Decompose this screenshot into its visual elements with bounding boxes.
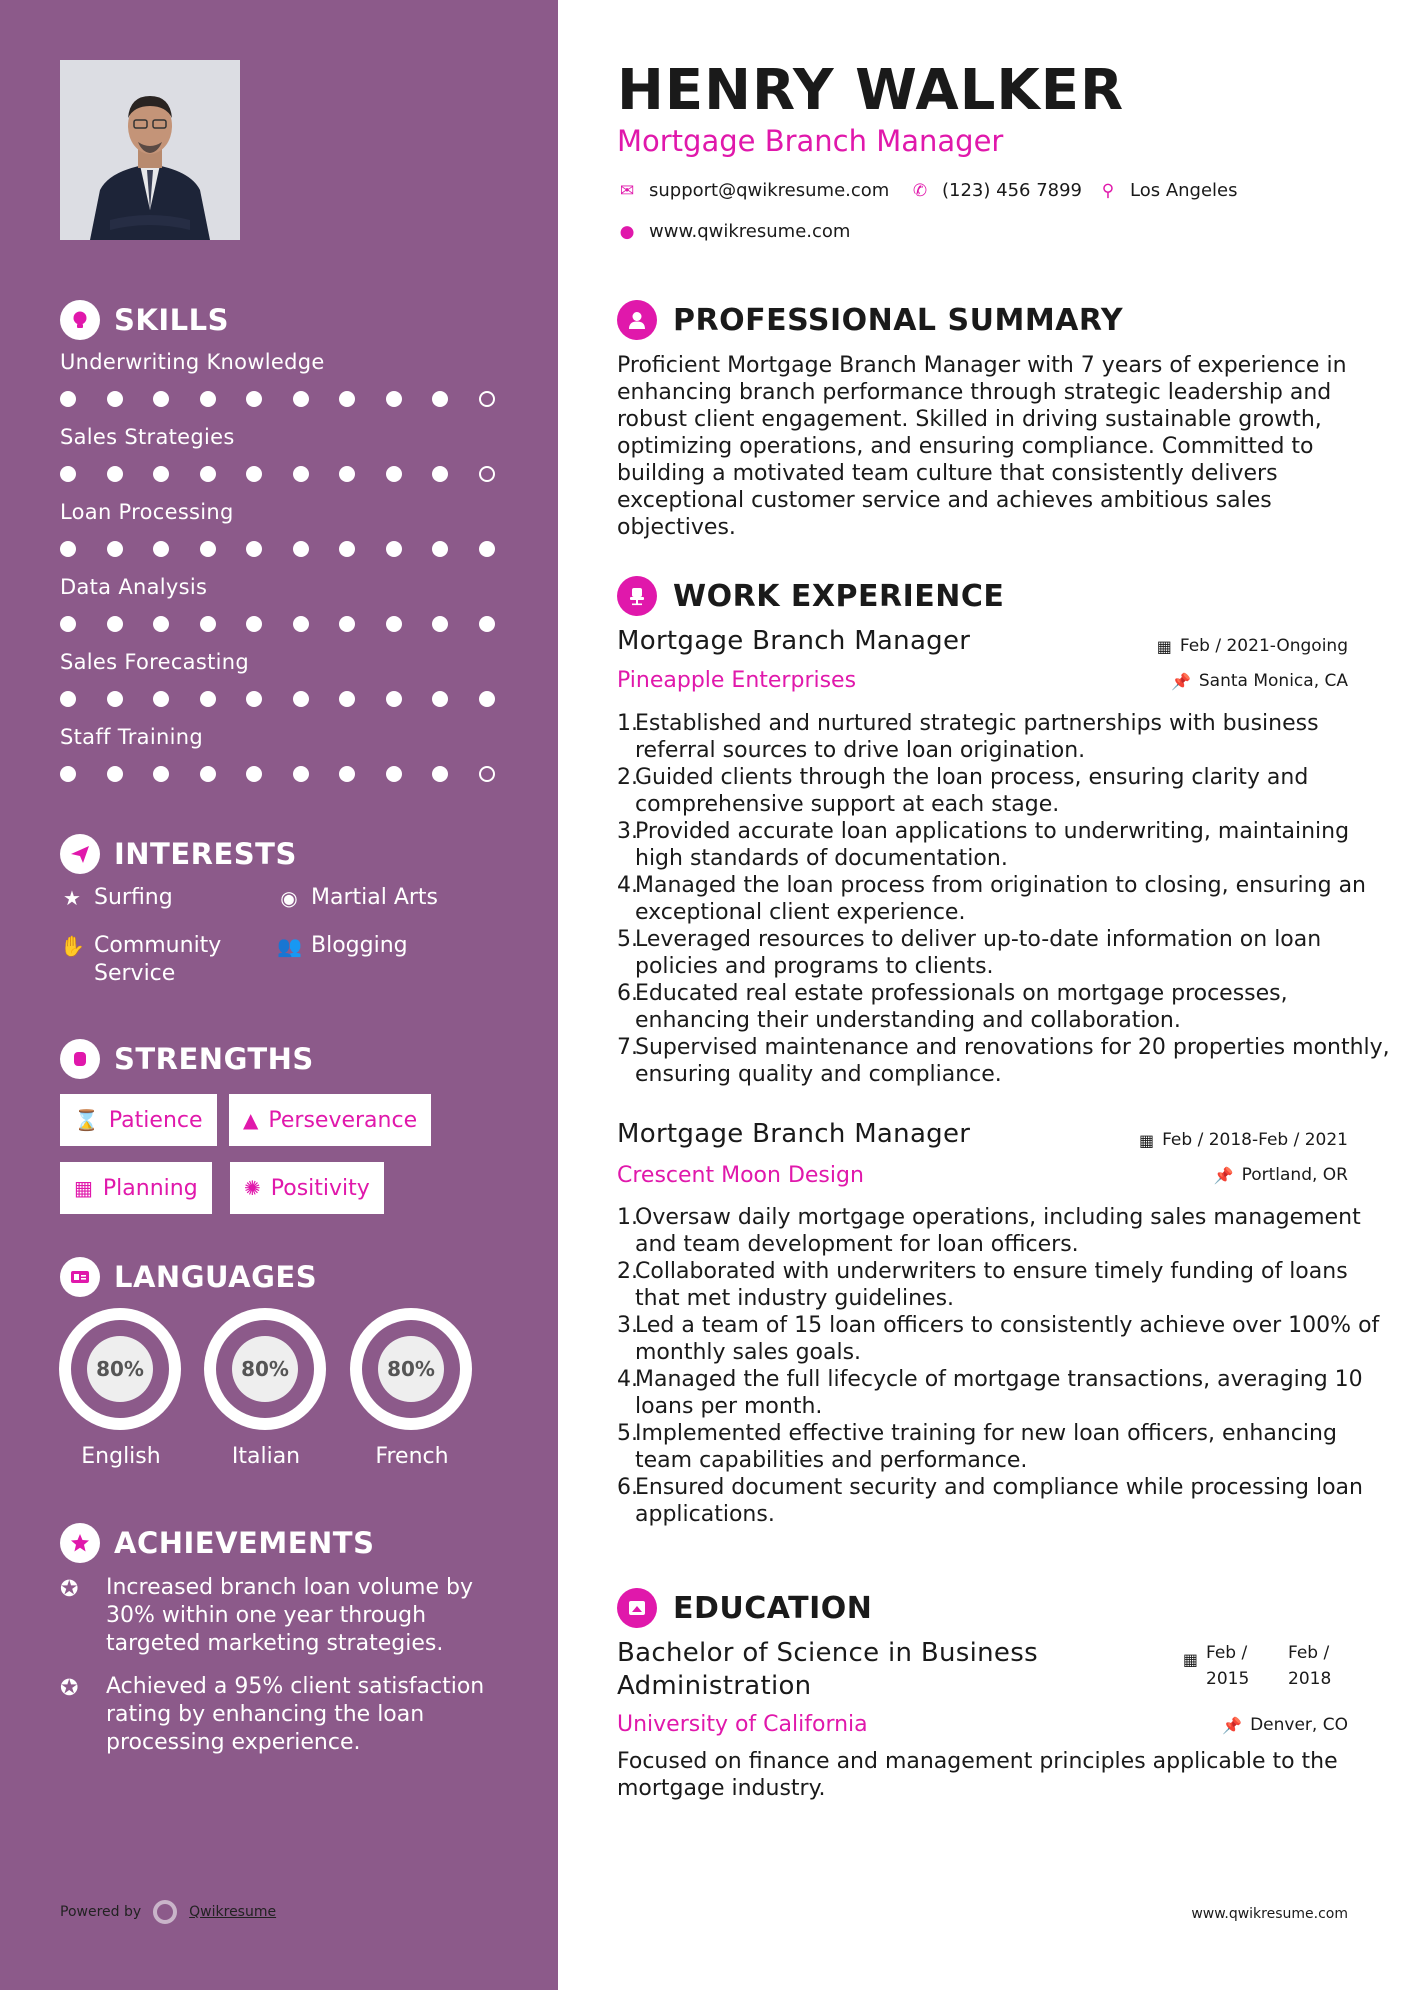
fist-icon — [60, 1039, 100, 1079]
strength-badge — [230, 1162, 384, 1214]
job-location-text: Portland, OR — [1241, 1165, 1348, 1185]
experience-heading — [617, 576, 1004, 616]
strength-label: Perseverance — [268, 1107, 418, 1133]
user-icon — [617, 300, 657, 340]
job-location-text: Santa Monica, CA — [1198, 671, 1348, 691]
strength-badge — [60, 1094, 217, 1146]
rating-dot-filled — [386, 616, 402, 632]
language-name: Italian — [231, 1444, 301, 1469]
strength-label: Patience — [108, 1107, 203, 1133]
interest-item — [60, 932, 260, 988]
calendar-icon: ▦ — [1156, 636, 1172, 656]
powered-by — [60, 1900, 276, 1924]
job-duties — [617, 710, 1395, 1088]
globe-icon: ● — [619, 221, 635, 242]
education-description: Focused on finance and management principles applicable to the mortgage industry. — [617, 1749, 1338, 1801]
duty-item: Provided accurate loan applications to underwriting, maintaining high standards of documentation. — [635, 819, 1350, 871]
rating-dot-filled — [386, 766, 402, 782]
rating-dot-filled — [293, 766, 309, 782]
job-duties — [617, 1204, 1395, 1528]
skill-name: Loan Processing — [60, 500, 234, 524]
rating-dot-filled — [386, 391, 402, 407]
rating-dot-filled — [200, 541, 216, 557]
skill-rating — [60, 616, 525, 632]
rating-dot-filled — [60, 616, 76, 632]
star-icon: ★ — [63, 886, 81, 910]
summary-heading — [617, 300, 1123, 340]
rating-dot-filled — [60, 766, 76, 782]
interests-heading — [60, 834, 297, 874]
rating-dot-filled — [339, 466, 355, 482]
rating-dot-filled — [60, 391, 76, 407]
skill-name: Staff Training — [60, 725, 203, 749]
language-icon — [60, 1257, 100, 1297]
strengths-title: STRENGTHS — [114, 1042, 314, 1076]
interest-label: Martial Arts — [311, 885, 439, 910]
rating-dot-filled — [386, 691, 402, 707]
rating-dot-filled — [479, 691, 495, 707]
rating-dot-filled — [153, 391, 169, 407]
rating-dot-filled — [479, 541, 495, 557]
duty-item: Managed the full lifecycle of mortgage transactions, averaging 10 loans per month. — [635, 1367, 1363, 1419]
interest-item — [60, 884, 173, 912]
education-start: Feb / 2015 — [1206, 1643, 1250, 1689]
language-name: French — [375, 1444, 449, 1469]
contact-location — [1098, 180, 1238, 201]
experience-title: WORK EXPERIENCE — [673, 578, 1005, 614]
rating-dot-filled — [153, 691, 169, 707]
rating-dot-filled — [432, 616, 448, 632]
language-name: English — [81, 1444, 161, 1469]
skills-heading — [60, 300, 229, 340]
rating-dot-empty — [479, 766, 495, 782]
rating-dot-filled — [60, 541, 76, 557]
rating-dot-filled — [107, 616, 123, 632]
interest-label: Blogging — [311, 933, 408, 958]
rating-dot-filled — [432, 541, 448, 557]
pin-icon: 📌 — [1170, 671, 1191, 691]
brand-link[interactable]: Qwikresume — [189, 1904, 277, 1920]
job-company: Crescent Moon Design — [617, 1163, 864, 1188]
language-ring — [204, 1308, 326, 1430]
language-ring — [350, 1308, 472, 1430]
job-location — [1214, 1165, 1348, 1185]
interest-label: Surfing — [94, 885, 173, 910]
rating-dot-empty — [479, 391, 495, 407]
skill-name: Sales Strategies — [60, 425, 235, 449]
achievements-heading — [60, 1523, 374, 1563]
education-location — [1222, 1715, 1348, 1735]
profile-photo — [60, 60, 240, 240]
pin-icon: 📌 — [1213, 1165, 1234, 1185]
rating-dot-filled — [107, 466, 123, 482]
strength-label: Planning — [102, 1175, 198, 1201]
rating-dot-filled — [200, 616, 216, 632]
rating-dot-filled — [60, 466, 76, 482]
globe-icon: ◉ — [280, 886, 298, 910]
powered-by-label: Powered by — [60, 1904, 142, 1920]
rating-dot-filled — [200, 466, 216, 482]
rating-dot-filled — [246, 466, 262, 482]
website-text: www.qwikresume.com — [649, 221, 851, 242]
duty-item: Established and nurtured strategic partnerships with business referral sources to drive loan origination. — [635, 711, 1319, 763]
rating-dot-filled — [293, 541, 309, 557]
graduation-icon — [617, 1588, 657, 1628]
strength-label: Positivity — [270, 1175, 370, 1201]
rating-dot-filled — [386, 541, 402, 557]
strength-badge — [229, 1094, 431, 1146]
job-dates-text: Feb / 2018-Feb / 2021 — [1162, 1130, 1348, 1150]
rating-dot-filled — [107, 766, 123, 782]
skill-name: Sales Forecasting — [60, 650, 250, 674]
education-heading — [617, 1588, 872, 1628]
duty-item: Managed the loan process from origination to closing, ensuring an exceptional client experience. — [635, 873, 1366, 925]
job-dates — [1157, 636, 1348, 656]
rating-dot-filled — [432, 466, 448, 482]
hand-icon: ✋ — [60, 934, 85, 958]
achievements-title: ACHIEVEMENTS — [114, 1526, 375, 1560]
road-icon: ▲ — [243, 1108, 259, 1132]
rating-dot-filled — [339, 691, 355, 707]
languages-heading — [60, 1257, 317, 1297]
rating-dot-empty — [479, 466, 495, 482]
hourglass-icon: ⌛ — [74, 1108, 99, 1132]
candidate-name: HENRY WALKER — [617, 58, 1125, 123]
education-dates — [1183, 1640, 1348, 1692]
rating-dot-filled — [153, 541, 169, 557]
skill-rating — [60, 766, 525, 782]
duty-item: Leveraged resources to deliver up-to-date information on loan policies and programs to clients. — [635, 927, 1322, 979]
skill-rating — [60, 466, 525, 482]
rating-dot-filled — [479, 616, 495, 632]
calendar-icon: ▦ — [74, 1176, 93, 1200]
education-end: Feb / 2018 — [1288, 1643, 1332, 1689]
language-item — [59, 1308, 183, 1469]
rating-dot-filled — [107, 691, 123, 707]
contact-website[interactable] — [617, 221, 850, 242]
star-burst-icon: ✪ — [60, 1676, 79, 1701]
rating-dot-filled — [293, 391, 309, 407]
job-dates-text: Feb / 2021-Ongoing — [1179, 636, 1348, 656]
achievement-text: Increased branch loan volume by 30% within one year through targeted marketing strategies. — [106, 1575, 473, 1656]
rating-dot-filled — [153, 766, 169, 782]
rating-dot-filled — [293, 466, 309, 482]
language-percent: 80% — [87, 1336, 153, 1402]
paper-plane-icon — [60, 834, 100, 874]
calendar-icon: ▦ — [1138, 1130, 1155, 1150]
email-text: support@qwikresume.com — [649, 180, 890, 201]
sun-icon: ✺ — [244, 1176, 261, 1200]
job-location — [1171, 671, 1348, 691]
rating-dot-filled — [107, 391, 123, 407]
interest-item — [277, 932, 408, 960]
duty-item: Guided clients through the loan process, ensuring clarity and comprehensive support at each stage. — [635, 765, 1309, 817]
rating-dot-filled — [339, 541, 355, 557]
award-star-icon — [60, 1523, 100, 1563]
strength-badge — [60, 1162, 212, 1214]
education-title: EDUCATION — [673, 1590, 873, 1626]
education-location-text: Denver, CO — [1250, 1715, 1348, 1735]
skill-rating — [60, 541, 525, 557]
duty-item: Implemented effective training for new loan officers, enhancing team capabilities and performance. — [635, 1421, 1337, 1473]
achievement-item — [60, 1574, 500, 1658]
duty-item: Oversaw daily mortgage operations, including sales management and team development for loan officers. — [635, 1205, 1361, 1257]
phone-text: (123) 456 7899 — [942, 180, 1083, 201]
achievement-text: Achieved a 95% client satisfaction rating by enhancing the loan processing experience. — [106, 1674, 485, 1755]
skill-rating — [60, 691, 525, 707]
rating-dot-filled — [246, 616, 262, 632]
skills-title: SKILLS — [114, 303, 229, 337]
calendar-icon: ▦ — [1182, 1650, 1198, 1669]
job-role: Mortgage Branch Manager — [617, 626, 971, 656]
job-company: Pineapple Enterprises — [617, 668, 857, 693]
envelope-icon: ✉ — [619, 180, 635, 201]
language-percent: 80% — [378, 1336, 444, 1402]
star-burst-icon: ✪ — [60, 1577, 79, 1602]
footer-url[interactable]: www.qwikresume.com — [1191, 1906, 1348, 1922]
candidate-title: Mortgage Branch Manager — [617, 124, 1004, 158]
language-ring — [59, 1308, 181, 1430]
strengths-heading — [60, 1039, 314, 1079]
rating-dot-filled — [432, 766, 448, 782]
achievement-item — [60, 1673, 500, 1757]
duty-item: Collaborated with underwriters to ensure timely funding of loans that met industry guidelines. — [635, 1259, 1348, 1311]
rating-dot-filled — [432, 691, 448, 707]
chair-icon — [617, 576, 657, 616]
rating-dot-filled — [153, 466, 169, 482]
languages-title: LANGUAGES — [114, 1260, 318, 1294]
rating-dot-filled — [339, 616, 355, 632]
skill-name: Data Analysis — [60, 575, 208, 599]
rating-dot-filled — [200, 391, 216, 407]
interest-label: Community Service — [94, 933, 222, 986]
rating-dot-filled — [432, 391, 448, 407]
rating-dot-filled — [153, 616, 169, 632]
location-text: Los Angeles — [1130, 180, 1238, 201]
rating-dot-filled — [293, 616, 309, 632]
duty-item: Ensured document security and compliance while processing loan applications. — [635, 1475, 1363, 1527]
degree-title: Bachelor of Science in Business Administration — [617, 1638, 1038, 1701]
rating-dot-filled — [246, 691, 262, 707]
contact-email[interactable] — [617, 180, 889, 201]
sidebar — [0, 0, 558, 1990]
interest-item — [277, 884, 438, 912]
rating-dot-filled — [246, 391, 262, 407]
users-icon: 👥 — [277, 934, 302, 958]
pin-icon: 📌 — [1222, 1715, 1243, 1735]
job-dates — [1139, 1130, 1348, 1150]
main-content — [558, 0, 1407, 1990]
language-item — [350, 1308, 474, 1469]
qwikresume-logo-icon — [153, 1900, 177, 1924]
rating-dot-filled — [200, 766, 216, 782]
contact-phone[interactable] — [910, 180, 1082, 201]
map-pin-icon: ⚲ — [1101, 180, 1115, 201]
rating-dot-filled — [339, 391, 355, 407]
duty-item: Supervised maintenance and renovations for 20 properties monthly, ensuring quality and compliance. — [635, 1035, 1390, 1087]
rating-dot-filled — [339, 766, 355, 782]
skill-rating — [60, 391, 525, 407]
job-role: Mortgage Branch Manager — [617, 1119, 971, 1149]
school-name: University of California — [617, 1712, 868, 1737]
duty-item: Educated real estate professionals on mortgage processes, enhancing their understanding and collaboration. — [635, 981, 1288, 1033]
rating-dot-filled — [200, 691, 216, 707]
rating-dot-filled — [246, 541, 262, 557]
phone-icon: ✆ — [912, 180, 928, 201]
rating-dot-filled — [107, 541, 123, 557]
rating-dot-filled — [386, 466, 402, 482]
summary-title: PROFESSIONAL SUMMARY — [673, 302, 1124, 338]
rating-dot-filled — [246, 766, 262, 782]
interests-title: INTERESTS — [114, 837, 297, 871]
lightbulb-icon — [60, 300, 100, 340]
duty-item: Led a team of 15 loan officers to consistently achieve over 100% of monthly sales goals. — [635, 1313, 1380, 1365]
language-percent: 80% — [232, 1336, 298, 1402]
skill-name: Underwriting Knowledge — [60, 350, 325, 374]
rating-dot-filled — [60, 691, 76, 707]
summary-text: Proficient Mortgage Branch Manager with 7 years of experience in enhancing branch performance through strategic leadership and robust client engagement. Skilled in driving sustainable growth, optimizing operations, and ensuring compliance. Committed to building a motivated team culture that consistently delivers exceptional customer service and achieves ambitious sales objectives. — [617, 353, 1347, 540]
language-item — [204, 1308, 328, 1469]
rating-dot-filled — [293, 691, 309, 707]
